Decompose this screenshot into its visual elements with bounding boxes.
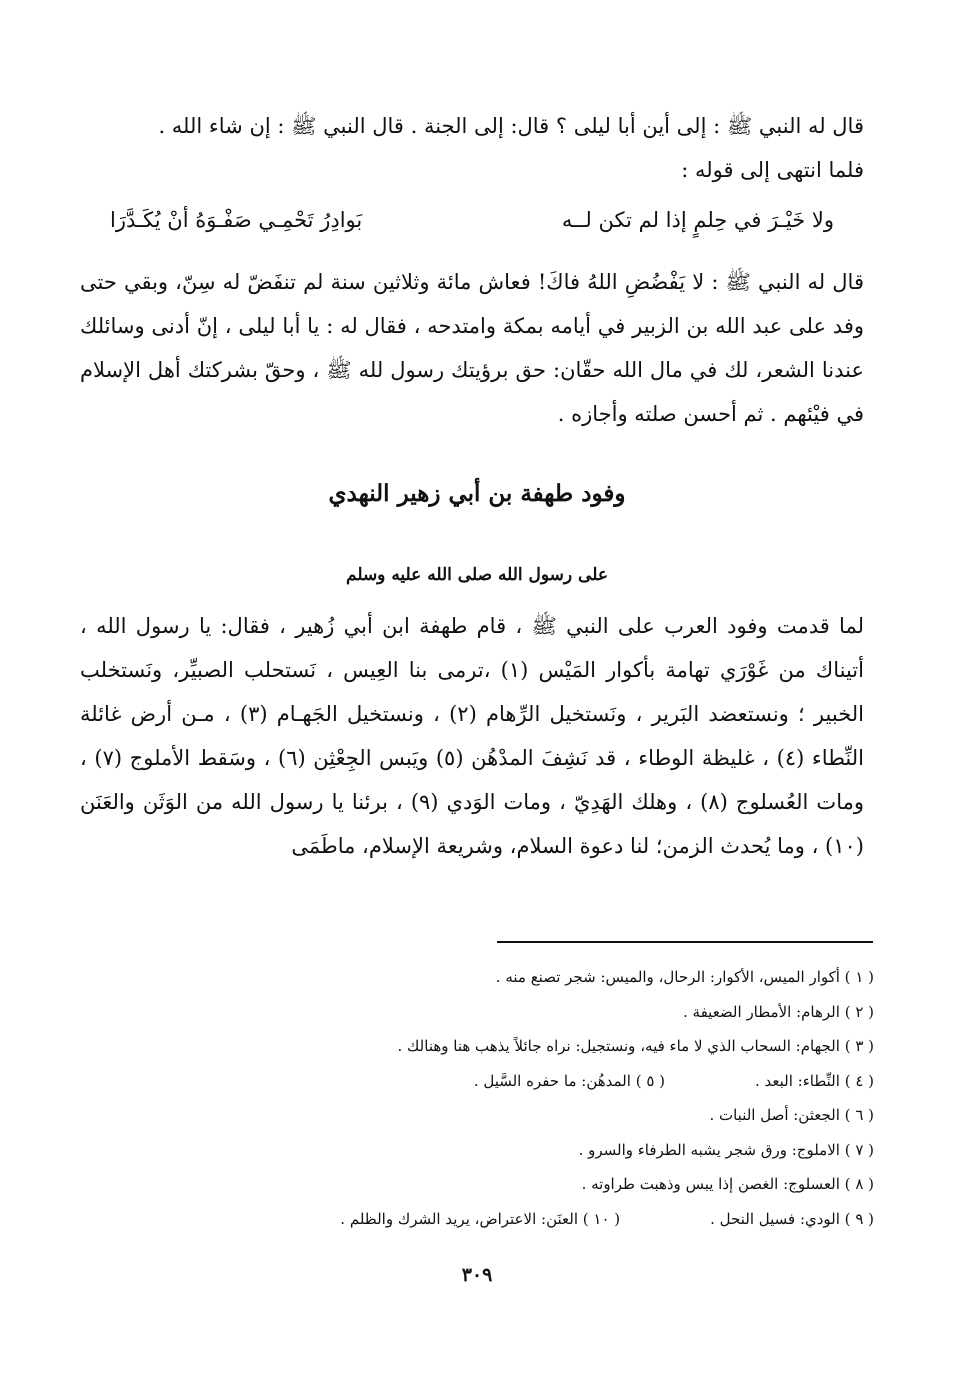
footnote-6: ( ٦ ) الجعثن: أصل النبات .	[709, 1106, 874, 1124]
footnote-5: ( ٥ ) المدهُن: ما حفره السَّيل .	[473, 1071, 665, 1090]
intro-paragraph	[80, 104, 864, 192]
footnote-row	[120, 1133, 874, 1168]
poem-hemistich-left: بَوادِرُ تَحْمِـي صَفْـوَهُ أنْ يُكَـدَّرَا	[110, 208, 363, 232]
footnote-separator	[497, 941, 873, 943]
main-text: لما قدمت وفود العرب على النبي ﷺ ، قام طهفة ابن أبي زُهير ، فقال: يا رسول الله ، أتيناك من غَوْرَي تهامة بأكوار المَيْس (١) ،ترمى بنا العِيس ، نَستحلب الصبيِّر، ونَستخلب الخبير ؛ ونستعضد البَرير ، ونَستخيل الرِّهام (٢) ، ونستخيل الجَهـام (٣) ، مـن أرض غائلة النِّطاء (٤) ، غليظة الوطاء ، قد نَشِفَ المدْهُن (٥) ويَبس الجِعْثِن (٦) ، وسَقط الأملوج (٧) ، ومات العُسلوج (٨) ، وهلك الهَدِيّ ، ومات الوَدي (٩) ، برئنا يا رسول الله من الوَثَن والعَنَن (١٠) ، وما يُحدث الزمن؛ لنا دعوة السلام، وشريعة الإسلام، ماطَمَى	[80, 614, 864, 858]
footnote-row	[120, 1167, 874, 1202]
footnote-row	[120, 1098, 874, 1133]
footnote-3: ( ٣ ) الجهام: السحاب الذي لا ماء فيه، ونستجيل: نراه جائلاً يذهب هنا وهنالك .	[397, 1037, 874, 1055]
footnote-row	[120, 1029, 874, 1064]
footnotes	[120, 960, 874, 1236]
footnote-10: ( ١٠ ) العنَن: الاعتراض، يريد الشرك والظلم .	[340, 1209, 621, 1228]
poem-hemistich-right: ولا خَيْـرَ في حِلمٍ إذا لم تكن لــه	[561, 208, 834, 232]
section-subheading: على رسول الله صلى الله عليه وسلم	[346, 565, 608, 585]
footnote-1: ( ١ ) أكوار الميس، الأكوار: الرحال، والميس: شجر تصنع منه .	[495, 968, 874, 986]
footnote-row	[120, 1202, 874, 1237]
main-paragraph	[80, 604, 864, 868]
intro-line-1: قال له النبي ﷺ : إلى أين أبا ليلى ؟ قال: إلى الجنة . قال النبي ﷺ : إن شاء الله .	[158, 114, 864, 138]
footnote-row	[120, 1064, 874, 1099]
footnote-2: ( ٢ ) الرهام: الأمطار الضعيفة .	[683, 1002, 874, 1021]
page-number: ٣٠٩	[461, 1264, 493, 1286]
intro-line-2: فلما انتهى إلى قوله :	[681, 158, 864, 182]
story-text: قال له النبي ﷺ : لا يَفْضُضِ اللهُ فاكَ! فعاش مائة وثلاثين سنة لم تنفَضّ له سِنّ، وبقي حتى وفد على عبد الله بن الزبير في أيامه بمكة وامتدحه ، فقال له : يا أبا ليلى ، إنّ أدنى وسائلك عندنا الشعر، لك في مال الله حقّان: حق برؤيتك رسول لله ﷺ ، وحقّ بشركتك أهل الإسلام في فيْئهم . ثم أحسن صلته وأجازه .	[80, 270, 864, 426]
footnote-7: ( ٧ ) الاملوج: ورق شجر يشبه الطرفاء والسرو .	[578, 1140, 874, 1159]
story-paragraph	[80, 260, 864, 436]
footnote-row	[120, 995, 874, 1030]
poem-verse	[110, 198, 834, 242]
footnote-9: ( ٩ ) الودي: فسيل النحل .	[710, 1209, 874, 1228]
footnote-4: ( ٤ ) النِّطاء: البعد .	[755, 1071, 874, 1090]
footnote-row	[120, 960, 874, 995]
section-heading: وفود طهفة بن أبي زهير النهدي	[328, 480, 626, 507]
footnote-8: ( ٨ ) العسلوج: الغصن إذا يبس وذهبت طراوته .	[581, 1175, 874, 1193]
